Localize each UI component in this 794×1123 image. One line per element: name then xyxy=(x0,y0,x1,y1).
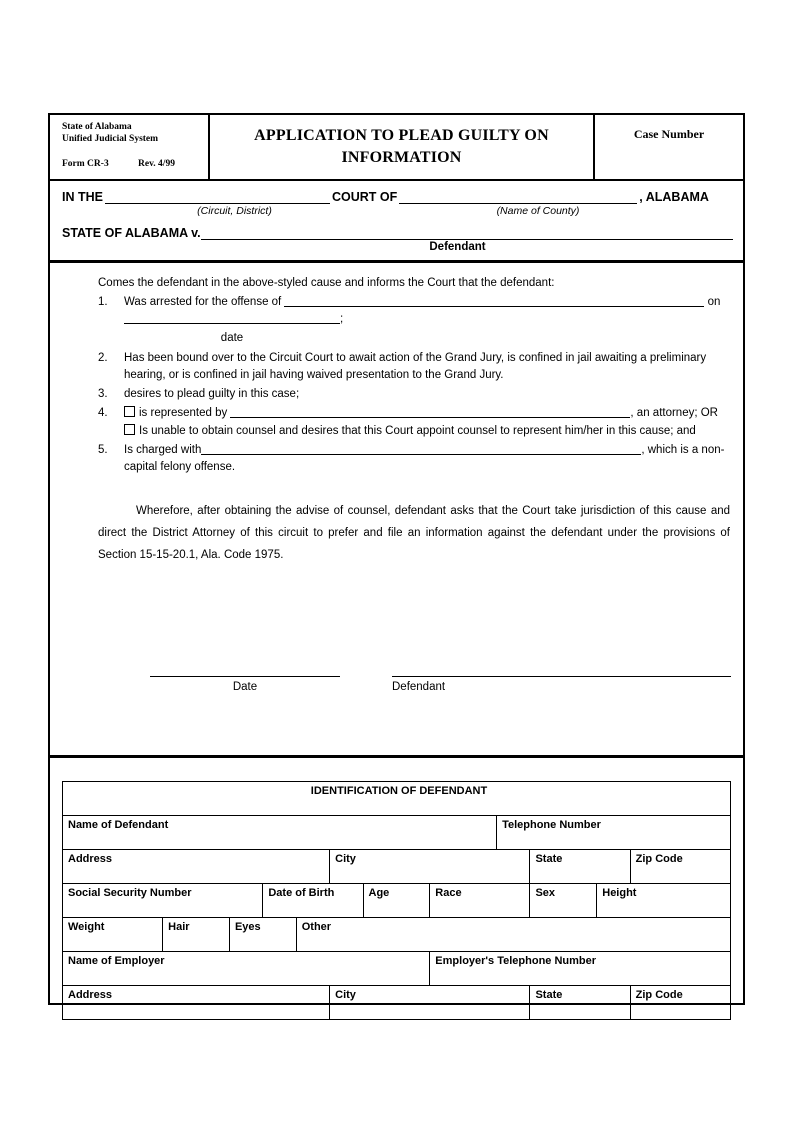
form-number: Form CR-3 xyxy=(62,159,109,169)
form-body xyxy=(50,263,743,758)
offense-input[interactable] xyxy=(284,294,704,307)
item-5-text-b: , which is a non-capital felony offense. xyxy=(124,444,725,473)
case-number-field[interactable] xyxy=(595,115,743,179)
wherefore-paragraph: Wherefore, after obtaining the advise of counsel, defendant asks that the Court take jurisdiction of this cause and direct the District Attorney of this circuit to prefer and file an information against the defendant under the provisions of Section 15-15-20.1, Ala. Code 1975. xyxy=(98,505,730,561)
identification-field-social-security-number[interactable]: Social Security Number xyxy=(63,884,263,918)
case-number-label: Case Number xyxy=(633,127,705,141)
form-title: APPLICATION TO PLEAD GUILTY ON INFORMATION xyxy=(210,115,595,179)
identification-field-hair[interactable]: Hair xyxy=(163,918,230,952)
court-line-hints xyxy=(62,205,733,217)
identification-field-age[interactable]: Age xyxy=(363,884,430,918)
identification-table xyxy=(62,781,731,1020)
court-of-label: COURT OF xyxy=(331,190,398,204)
form-header xyxy=(50,115,743,181)
identification-row xyxy=(63,816,731,850)
agency-name-line2: Unified Judicial System xyxy=(62,133,159,144)
appoint-counsel-checkbox[interactable] xyxy=(124,424,135,435)
identification-field-telephone-number[interactable]: Telephone Number xyxy=(497,816,731,850)
item-4-body xyxy=(124,405,731,440)
identification-field-other[interactable]: Other xyxy=(296,918,730,952)
body-item-1 xyxy=(98,294,731,347)
defendant-name-input[interactable] xyxy=(201,226,733,240)
item-1-text: Was arrested for the offense of xyxy=(124,296,282,308)
item-5-text-a: Is charged with xyxy=(124,444,202,456)
arrest-date-label: date xyxy=(220,332,244,344)
signature-date-label: Date xyxy=(232,681,258,693)
identification-field-date-of-birth[interactable]: Date of Birth xyxy=(263,884,363,918)
signature-date-input[interactable] xyxy=(150,675,340,677)
signature-defendant-label: Defendant xyxy=(392,681,446,693)
item-1-body xyxy=(124,294,731,347)
identification-row xyxy=(63,884,731,918)
defendant-caption-label: Defendant xyxy=(429,241,486,253)
alabama-label: , ALABAMA xyxy=(639,190,709,204)
item-4-text-a: is represented by xyxy=(139,407,228,419)
arrest-date-input[interactable] xyxy=(124,311,340,324)
identification-row xyxy=(63,918,731,952)
body-item-2 xyxy=(98,350,731,384)
identification-field-state[interactable]: State xyxy=(530,850,630,884)
county-hint: (Name of County) xyxy=(496,205,580,217)
identification-field-employer-s-telephone-number[interactable]: Employer's Telephone Number xyxy=(430,952,731,986)
intro-text: Comes the defendant in the above-styled cause and informs the Court that the defendant: xyxy=(98,277,555,289)
item-4-text-b: , an attorney; OR xyxy=(630,407,718,419)
item-3-number: 3. xyxy=(98,388,108,400)
signature-defendant-input[interactable] xyxy=(392,675,731,677)
item-2-text: Has been bound over to the Circuit Court to await action of the Grand Jury, is confined in jail awaiting a preliminary hearing, or is confined in jail having waived presentation to the Grand Jury. xyxy=(124,352,707,381)
county-input[interactable] xyxy=(399,190,637,204)
identification-field-weight[interactable]: Weight xyxy=(63,918,163,952)
identification-title: IDENTIFICATION OF DEFENDANT xyxy=(63,782,731,816)
identification-field-eyes[interactable]: Eyes xyxy=(229,918,296,952)
signature-date-group xyxy=(150,675,340,696)
state-v-label: STATE OF ALABAMA v. xyxy=(62,226,201,240)
court-line xyxy=(62,190,733,204)
identification-field-zip-code[interactable]: Zip Code xyxy=(630,850,730,884)
body-item-4 xyxy=(98,405,731,440)
identification-field-address[interactable]: Address xyxy=(63,850,330,884)
form-revision: Rev. 4/99 xyxy=(138,159,175,169)
signature-block xyxy=(150,675,731,696)
identification-field-city[interactable]: City xyxy=(330,986,530,1020)
identification-row xyxy=(63,850,731,884)
item-1-on-label: on xyxy=(707,296,721,308)
circuit-district-hint: (Circuit, District) xyxy=(197,205,272,217)
item-4-text-c: Is unable to obtain counsel and desires that this Court appoint counsel to represent him/her in this cause; and xyxy=(139,425,696,437)
identification-field-state[interactable]: State xyxy=(530,986,630,1020)
item-2-number: 2. xyxy=(98,352,108,364)
identification-field-height[interactable]: Height xyxy=(597,884,731,918)
identification-field-zip-code[interactable]: Zip Code xyxy=(630,986,730,1020)
item-5-body xyxy=(124,442,731,476)
agency-identification xyxy=(50,115,210,179)
agency-name-line1: State of Alabama xyxy=(62,122,132,132)
state-versus-line xyxy=(62,226,733,240)
circuit-district-input[interactable] xyxy=(105,190,330,204)
item-1-semicolon: ; xyxy=(340,313,344,325)
identification-section xyxy=(50,758,743,1020)
identification-row xyxy=(63,986,731,1020)
represented-by-counsel-checkbox[interactable] xyxy=(124,406,135,417)
identification-field-race[interactable]: Race xyxy=(430,884,530,918)
arrest-date-group xyxy=(124,313,731,347)
case-caption xyxy=(50,181,743,263)
body-item-5 xyxy=(98,442,731,476)
identification-field-address[interactable]: Address xyxy=(63,986,330,1020)
body-item-3 xyxy=(98,386,731,403)
attorney-name-input[interactable] xyxy=(230,405,630,418)
item-3-text: desires to plead guilty in this case; xyxy=(124,388,300,400)
identification-field-city[interactable]: City xyxy=(330,850,530,884)
identification-field-sex[interactable]: Sex xyxy=(530,884,597,918)
item-5-number: 5. xyxy=(98,444,108,456)
identification-field-name-of-defendant[interactable]: Name of Defendant xyxy=(63,816,497,850)
identification-table-body xyxy=(63,782,731,1020)
identification-field-name-of-employer[interactable]: Name of Employer xyxy=(63,952,430,986)
form-frame xyxy=(48,113,745,1005)
form-meta-row xyxy=(62,159,208,171)
item-4-number: 4. xyxy=(98,407,108,419)
identification-title-row xyxy=(63,782,731,816)
identification-row xyxy=(63,952,731,986)
signature-defendant-group xyxy=(392,675,731,696)
charge-input[interactable] xyxy=(201,442,641,455)
in-the-label: IN THE xyxy=(62,190,103,204)
item-1-number: 1. xyxy=(98,296,108,308)
